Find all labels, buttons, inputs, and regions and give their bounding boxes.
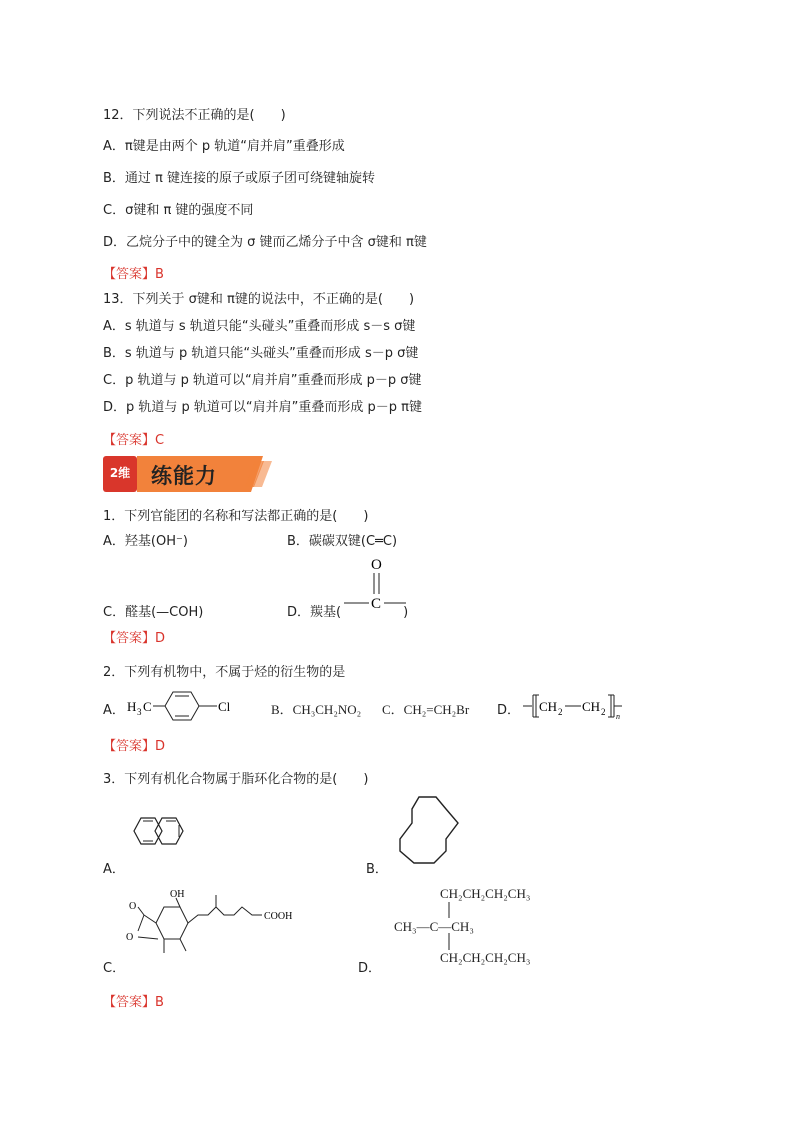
polymer-ch-1: CH (539, 699, 558, 714)
polymer-sub-2: 2 (601, 707, 606, 717)
banner-title: 练能力 (151, 464, 217, 488)
answer-value: B (155, 267, 164, 282)
q12-option-b: B．通过 π 键连接的原子或原子团可绕键轴旋转 (103, 171, 376, 186)
p1-option-d-prefix: D．羰基( (287, 605, 342, 620)
p3-option-c-label: C． (103, 961, 126, 976)
section-banner (103, 455, 275, 493)
methyl-h: H (127, 699, 137, 714)
polymer-sub-1: 2 (558, 707, 563, 717)
p1-option-a: A．羟基(OH⁻) (103, 534, 188, 549)
methyl-c: C (143, 699, 152, 714)
naphthalene-structure (128, 808, 204, 858)
p2-option-d-polymer (521, 692, 631, 722)
answer-value: C (155, 433, 165, 448)
p1-stem: 1．下列官能团的名称和写法都正确的是( ) (103, 509, 369, 524)
p2-option-b: B．CH₃CH₂NO₂ (271, 702, 362, 717)
polymer-n: n (616, 712, 620, 721)
answer-value: D (155, 631, 166, 646)
mol-c-o-ring: O (126, 932, 134, 943)
mol-d-bonds (440, 900, 460, 954)
q13-answer (103, 429, 164, 448)
p2-answer (103, 735, 165, 754)
answer-label: 【答案】 (103, 433, 156, 448)
q13-option-d: D．p 轨道与 p 轨道可以“肩并肩”重叠而形成 p－p π键 (103, 400, 422, 415)
mol-c-cooh: COOH (264, 911, 293, 922)
banner-badge: 2维 (109, 466, 131, 480)
carbonyl-c-atom: C (371, 596, 382, 612)
mycophenolic-acid-structure (124, 885, 304, 965)
p2-option-a-label: A． (103, 703, 125, 718)
mol-d-bottom: CH₂CH₂CH₂CH₃ (440, 950, 531, 965)
polymer-ch-2: CH (582, 699, 601, 714)
p3-option-d-label: D． (358, 961, 382, 976)
methyl-sub: 3 (137, 707, 142, 717)
q12-option-c: C．σ键和 π 键的强度不同 (103, 203, 254, 218)
q13-option-a: A．s 轨道与 s 轨道只能“头碰头”重叠而形成 s－s σ键 (103, 319, 416, 334)
cyclodecane-structure (394, 793, 466, 867)
answer-label: 【答案】 (103, 631, 156, 646)
answer-value: D (155, 739, 166, 754)
answer-value: B (155, 995, 164, 1010)
p2-option-d-label: D． (497, 703, 521, 718)
p1-answer (103, 627, 165, 646)
q12-answer (103, 263, 164, 282)
q12-stem: 12．下列说法不正确的是( ) (103, 108, 286, 123)
p2-option-c: C．CH₂=CH₂Br (382, 702, 470, 717)
p2-option-a-structure (125, 688, 255, 724)
carbonyl-structure (340, 553, 412, 617)
mol-d-top: CH₂CH₂CH₂CH₃ (440, 886, 531, 901)
answer-label: 【答案】 (103, 995, 156, 1010)
q12-option-a: A．π键是由两个 p 轨道“肩并肩”重叠形成 (103, 139, 345, 154)
p3-answer (103, 991, 164, 1010)
answer-label: 【答案】 (103, 739, 156, 754)
q13-stem: 13．下列关于 σ键和 π键的说法中，不正确的是( ) (103, 292, 415, 307)
p1-option-c: C．醛基(—COH) (103, 605, 204, 620)
answer-label: 【答案】 (103, 267, 156, 282)
p1-option-d-suffix: ) (403, 605, 409, 620)
q13-option-c: C．p 轨道与 p 轨道可以“肩并肩”重叠而形成 p－p σ键 (103, 373, 422, 388)
p3-option-b-label: B． (366, 862, 388, 877)
q12-option-d: D．乙烷分子中的键全为 σ 键而乙烯分子中含 σ键和 π键 (103, 235, 427, 250)
carbonyl-o-atom: O (371, 557, 382, 573)
p2-stem: 2．下列有机物中，不属于烃的衍生物的是 (103, 665, 346, 680)
mol-c-oh: OH (170, 889, 185, 900)
mol-c-o-top: O (129, 901, 137, 912)
p3-stem: 3．下列有机化合物属于脂环化合物的是( ) (103, 772, 369, 787)
q13-option-b: B．s 轨道与 p 轨道只能“头碰头”重叠而形成 s－p σ键 (103, 346, 419, 361)
p3-option-a-label: A． (103, 862, 125, 877)
mol-d-mid: CH₃—C—CH₃ (394, 919, 474, 934)
chloro-cl: Cl (218, 699, 231, 714)
p1-option-b: B．碳碳双键(C═C) (287, 534, 398, 549)
